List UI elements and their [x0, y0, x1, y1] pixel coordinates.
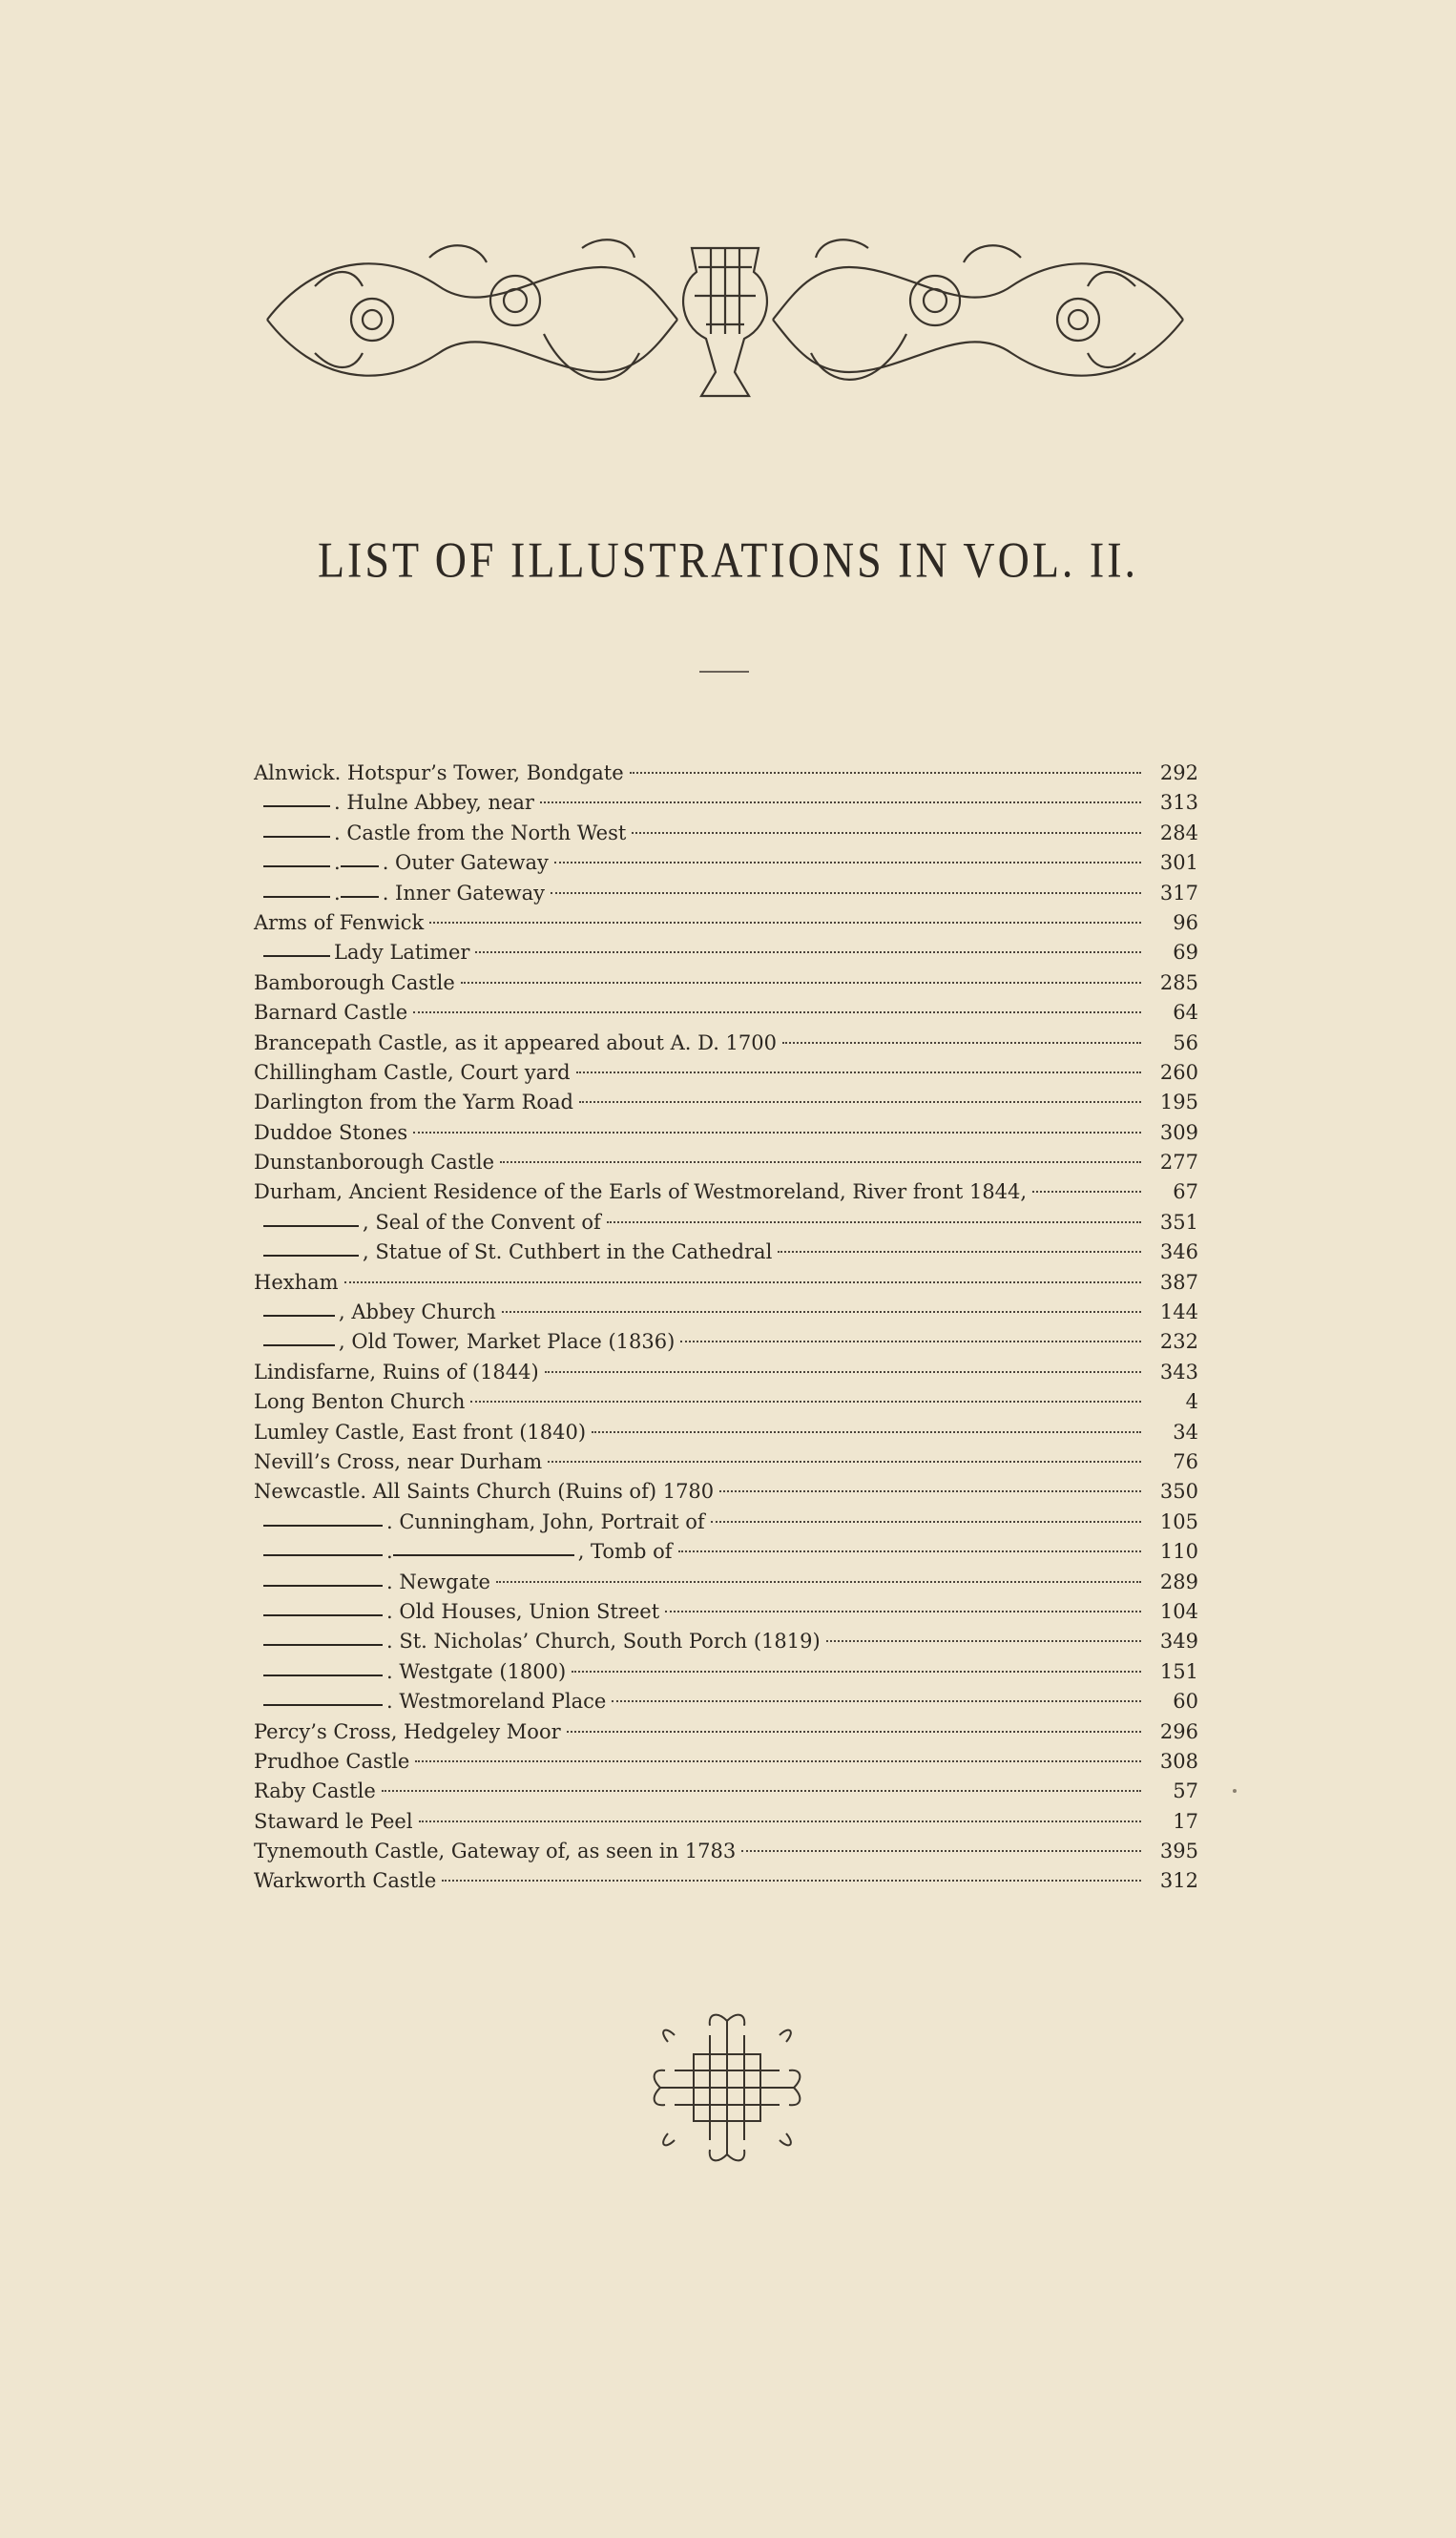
page-number: 285 — [1159, 970, 1198, 994]
entry-title: . Castle from the North West — [334, 821, 627, 844]
entry-title: Hexham — [254, 1270, 339, 1294]
dot-leader — [567, 1731, 1141, 1733]
dot-leader — [826, 1640, 1141, 1642]
page-number: 350 — [1159, 1480, 1198, 1504]
list-entry — [254, 819, 1198, 848]
dot-leader — [475, 951, 1141, 953]
list-entry — [254, 1627, 1198, 1656]
page-number: 387 — [1159, 1270, 1198, 1294]
entry-title: Long Benton Church — [254, 1390, 466, 1414]
page-number: 195 — [1159, 1091, 1198, 1114]
dot-leader — [413, 1011, 1141, 1013]
dot-leader — [502, 1311, 1141, 1313]
page-number: 343 — [1159, 1360, 1198, 1383]
entry-title: Nevill’s Cross, near Durham — [254, 1449, 543, 1473]
list-entry — [254, 1029, 1198, 1058]
ditto-dash — [263, 955, 330, 957]
list-entry — [254, 1118, 1198, 1148]
dot-leader — [461, 982, 1141, 984]
page-number: 349 — [1159, 1630, 1198, 1654]
list-entry — [254, 908, 1198, 938]
entry-title: Percy’s Cross, Hedgeley Moor — [254, 1719, 561, 1743]
entry-title: Warkworth Castle — [254, 1869, 437, 1893]
entry-title: Newcastle. All Saints Church (Ruins of) 1780 — [254, 1480, 715, 1504]
dot-leader — [344, 1281, 1141, 1283]
dot-leader — [711, 1521, 1141, 1523]
page-number: 309 — [1159, 1120, 1198, 1144]
ink-speck — [1233, 1789, 1237, 1793]
list-entry — [254, 1508, 1198, 1537]
ditto-separator: . — [386, 1540, 393, 1564]
list-entry — [254, 1358, 1198, 1387]
ditto-separator: . — [334, 881, 341, 905]
list-entry — [254, 879, 1198, 908]
entry-title: . Newgate — [386, 1570, 490, 1593]
ditto-dash — [263, 1644, 383, 1646]
list-entry — [254, 1866, 1198, 1896]
dot-leader — [413, 1132, 1141, 1134]
list-entry — [254, 1418, 1198, 1447]
entry-title: Lindisfarne, Ruins of (1844) — [254, 1360, 539, 1383]
entry-title: . Westmoreland Place — [386, 1690, 607, 1714]
dot-leader — [579, 1101, 1141, 1103]
dot-leader — [548, 1461, 1141, 1463]
list-entry — [254, 1807, 1198, 1837]
list-entry — [254, 1537, 1198, 1567]
dot-leader — [607, 1221, 1141, 1223]
page-number: 96 — [1173, 910, 1198, 934]
dot-leader — [778, 1251, 1141, 1253]
page-number: 56 — [1173, 1030, 1198, 1054]
page-number: 67 — [1173, 1180, 1198, 1204]
page-number: 284 — [1159, 821, 1198, 844]
page-number: 301 — [1159, 851, 1198, 875]
entry-title: . Old Houses, Union Street — [386, 1599, 660, 1623]
list-entry — [254, 1148, 1198, 1177]
list-entry — [254, 1447, 1198, 1477]
page-number: 308 — [1159, 1749, 1198, 1773]
list-entry — [254, 1687, 1198, 1716]
dot-leader — [678, 1550, 1141, 1552]
entry-title: Durham, Ancient Residence of the Earls of Westmoreland, River front 1844, — [254, 1180, 1028, 1204]
entry-title: Duddoe Stones — [254, 1120, 408, 1144]
entry-title: Bamborough Castle — [254, 970, 455, 994]
page-number: 57 — [1173, 1779, 1198, 1803]
list-entry — [254, 1058, 1198, 1088]
list-entry — [254, 1268, 1198, 1298]
entry-title: . Cunningham, John, Portrait of — [386, 1509, 705, 1533]
list-entry — [254, 1597, 1198, 1627]
list-entry — [254, 1568, 1198, 1597]
dot-leader — [382, 1790, 1141, 1792]
list-entry — [254, 1657, 1198, 1687]
title-rule — [699, 671, 749, 673]
dot-leader — [630, 772, 1141, 774]
ditto-dash — [263, 1614, 383, 1616]
list-entry — [254, 1747, 1198, 1777]
page-number: 64 — [1173, 1001, 1198, 1025]
dot-leader — [680, 1341, 1141, 1342]
dot-leader — [545, 1371, 1141, 1373]
ditto-dash — [263, 1225, 359, 1227]
page-number: 104 — [1159, 1599, 1198, 1623]
list-entry — [254, 1387, 1198, 1417]
entry-title: Barnard Castle — [254, 1001, 408, 1025]
dot-leader — [572, 1671, 1141, 1673]
ditto-dash — [341, 865, 379, 867]
page-number: 395 — [1159, 1840, 1198, 1863]
page-number: 17 — [1173, 1809, 1198, 1833]
list-entry — [254, 848, 1198, 878]
entry-title: Raby Castle — [254, 1779, 376, 1803]
dot-leader — [419, 1820, 1141, 1822]
list-entry — [254, 1208, 1198, 1238]
list-entry — [254, 1777, 1198, 1806]
entry-title: . Outer Gateway — [382, 851, 549, 875]
entry-title: Prudhoe Castle — [254, 1749, 410, 1773]
page-number: 289 — [1159, 1570, 1198, 1593]
page-number: 292 — [1159, 761, 1198, 784]
entry-title: Alnwick. Hotspur’s Tower, Bondgate — [254, 761, 624, 784]
dot-leader — [415, 1760, 1141, 1762]
dot-leader — [554, 862, 1141, 863]
dot-leader — [665, 1611, 1141, 1612]
page-number: 346 — [1159, 1240, 1198, 1264]
entry-title: Tynemouth Castle, Gateway of, as seen in 1783 — [254, 1840, 737, 1863]
entry-title: . Inner Gateway — [382, 881, 546, 905]
ornamental-tailpiece — [641, 2002, 813, 2174]
page-number: 312 — [1159, 1869, 1198, 1893]
dot-leader — [540, 801, 1141, 803]
ditto-separator: . — [334, 851, 341, 875]
entry-title: . Westgate (1800) — [386, 1659, 567, 1683]
page-number: 34 — [1173, 1420, 1198, 1444]
entry-title: Chillingham Castle, Court yard — [254, 1060, 571, 1084]
page-number: 60 — [1173, 1690, 1198, 1714]
page-number: 260 — [1159, 1060, 1198, 1084]
list-entry — [254, 938, 1198, 967]
dot-leader — [500, 1161, 1141, 1163]
page-number: 69 — [1173, 941, 1198, 965]
list-entry — [254, 1177, 1198, 1207]
ditto-dash — [263, 1344, 335, 1346]
ditto-dash — [393, 1554, 574, 1556]
illustration-list — [254, 759, 1198, 1897]
ornamental-headpiece — [258, 229, 1193, 410]
ditto-dash — [263, 1585, 383, 1587]
entry-title: , Tomb of — [577, 1540, 673, 1564]
page-number: 232 — [1159, 1330, 1198, 1354]
ditto-dash — [263, 1315, 335, 1317]
list-entry — [254, 1327, 1198, 1357]
page-number: 151 — [1159, 1659, 1198, 1683]
list-entry — [254, 1298, 1198, 1327]
page-number: 317 — [1159, 881, 1198, 905]
page-number: 144 — [1159, 1300, 1198, 1324]
page-number: 4 — [1185, 1390, 1198, 1414]
list-entry — [254, 1238, 1198, 1267]
entry-title: Lady Latimer — [334, 941, 470, 965]
dot-leader — [592, 1431, 1141, 1433]
list-entry — [254, 998, 1198, 1028]
ditto-dash — [263, 896, 330, 898]
entry-title: Darlington from the Yarm Road — [254, 1091, 573, 1114]
entry-title: Dunstanborough Castle — [254, 1151, 495, 1175]
dot-leader — [782, 1042, 1141, 1044]
ditto-dash — [263, 1704, 383, 1706]
page-number: 296 — [1159, 1719, 1198, 1743]
ditto-dash — [263, 1255, 359, 1257]
dot-leader — [576, 1071, 1141, 1073]
entry-title: Staward le Peel — [254, 1809, 413, 1833]
page-number: 76 — [1173, 1449, 1198, 1473]
dot-leader — [429, 922, 1141, 924]
dot-leader — [496, 1581, 1141, 1583]
page-number: 313 — [1159, 791, 1198, 815]
entry-title: . Hulne Abbey, near — [334, 791, 534, 815]
page-number: 277 — [1159, 1151, 1198, 1175]
list-entry — [254, 1717, 1198, 1747]
page-number: 105 — [1159, 1509, 1198, 1533]
dot-leader — [470, 1401, 1141, 1403]
list-entry — [254, 788, 1198, 818]
list-entry — [254, 1088, 1198, 1117]
page-number: 351 — [1159, 1210, 1198, 1234]
list-entry — [254, 1837, 1198, 1866]
list-entry — [254, 1477, 1198, 1507]
dot-leader — [442, 1880, 1141, 1882]
entry-title: , Abbey Church — [339, 1300, 496, 1324]
dot-leader — [612, 1700, 1141, 1702]
entry-title: , Statue of St. Cuthbert in the Cathedral — [363, 1240, 773, 1264]
page-number: 110 — [1159, 1540, 1198, 1564]
dot-leader — [741, 1850, 1141, 1852]
ditto-dash — [263, 805, 330, 807]
entry-title: Brancepath Castle, as it appeared about A. D. 1700 — [254, 1030, 777, 1054]
dot-leader — [632, 832, 1141, 834]
entry-title: , Old Tower, Market Place (1836) — [339, 1330, 676, 1354]
dot-leader — [551, 892, 1141, 894]
dot-leader — [719, 1490, 1141, 1492]
ditto-dash — [263, 865, 330, 867]
entry-title: Arms of Fenwick — [254, 910, 425, 934]
entry-title: Lumley Castle, East front (1840) — [254, 1420, 587, 1444]
ditto-dash — [263, 1554, 383, 1556]
ditto-dash — [341, 896, 379, 898]
ditto-dash — [263, 1675, 383, 1676]
ditto-dash — [263, 836, 330, 838]
list-entry — [254, 968, 1198, 998]
ditto-dash — [263, 1525, 383, 1527]
dot-leader — [1032, 1191, 1141, 1193]
entry-title: , Seal of the Convent of — [363, 1210, 601, 1234]
page-title: LIST OF ILLUSTRATIONS IN VOL. II. — [317, 531, 1139, 588]
entry-title: . St. Nicholas’ Church, South Porch (1819) — [386, 1630, 821, 1654]
list-entry — [254, 759, 1198, 788]
